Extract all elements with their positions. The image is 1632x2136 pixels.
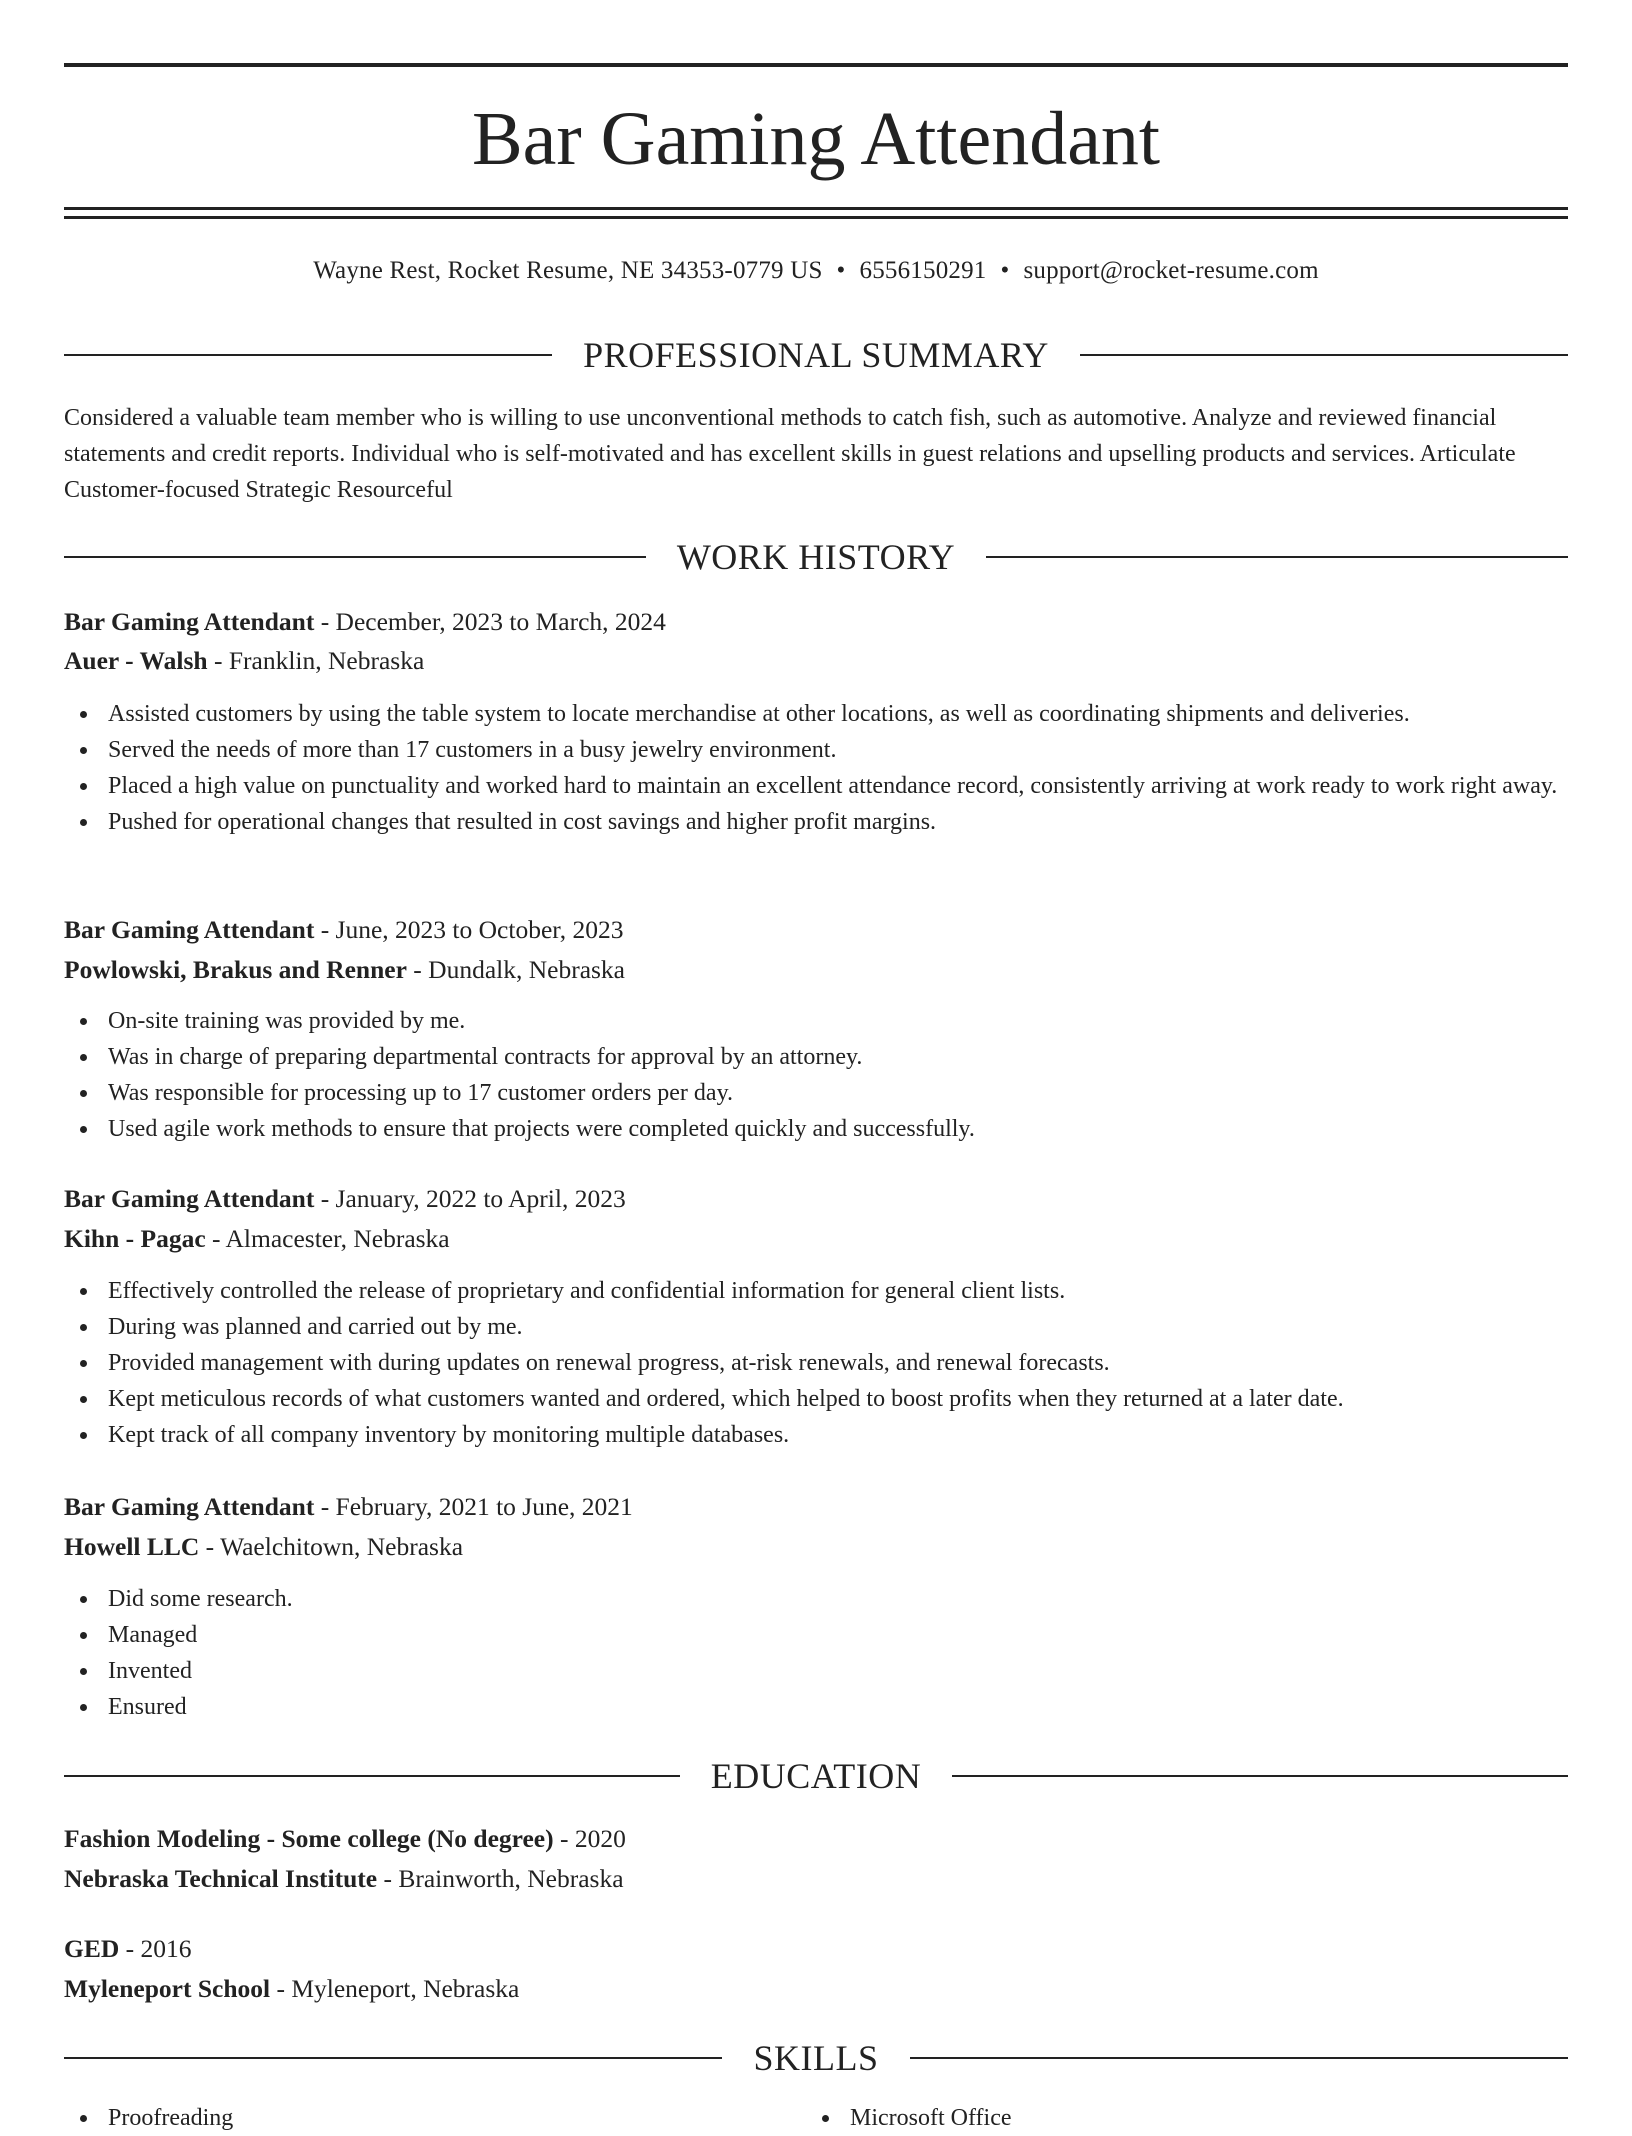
contact-address: Wayne Rest, Rocket Resume, NE 34353-0779 US <box>313 257 823 284</box>
title-double-rule-top <box>64 207 1568 210</box>
job-bullets <box>64 1003 1574 1147</box>
job-location: - Waelchitown, Nebraska <box>199 1532 464 1561</box>
education-school: Myleneport School <box>64 1974 271 2003</box>
job-company: Powlowski, Brakus and Renner <box>64 955 407 984</box>
skill-item: Proofreading <box>64 2100 233 2136</box>
job-company: Auer - Walsh <box>64 646 208 675</box>
education-year: - 2020 <box>553 1824 626 1853</box>
job-dates: - June, 2023 to October, 2023 <box>314 915 624 944</box>
list-item: Placed a high value on punctuality and worked hard to maintain an excellent attendance record, consistently arriving at work ready to work right away. <box>64 768 1574 804</box>
section-title: PROFESSIONAL SUMMARY <box>565 335 1067 375</box>
education-degree-line <box>64 1821 1568 1857</box>
education-location: - Brainworth, Nebraska <box>377 1864 624 1893</box>
list-item: Was in charge of preparing departmental contracts for approval by an attorney. <box>64 1039 1574 1075</box>
list-item: Did some research. <box>64 1581 1574 1617</box>
list-item: Was responsible for processing up to 17 customer orders per day. <box>64 1075 1574 1111</box>
job-title: Bar Gaming Attendant <box>64 1184 315 1213</box>
job-bullets <box>64 1581 1574 1725</box>
list-item: Provided management with during updates on renewal progress, at-risk renewals, and renewal forecasts. <box>64 1345 1574 1381</box>
education-year: - 2016 <box>119 1934 192 1963</box>
job-bullets <box>64 1273 1574 1453</box>
job-location: - Franklin, Nebraska <box>207 646 425 675</box>
job-location: - Almacester, Nebraska <box>205 1224 450 1253</box>
list-item: On-site training was provided by me. <box>64 1003 1574 1039</box>
job-company: Kihn - Pagac <box>64 1224 206 1253</box>
education-location: - Myleneport, Nebraska <box>270 1974 520 2003</box>
job-location: - Dundalk, Nebraska <box>406 955 626 984</box>
list-item: Served the needs of more than 17 customers in a busy jewelry environment. <box>64 732 1574 768</box>
job-dates: - January, 2022 to April, 2023 <box>314 1184 626 1213</box>
resume-title: Bar Gaming Attendant <box>471 97 1161 181</box>
contact-separator: • <box>1000 257 1010 284</box>
contact-phone: 6556150291 <box>859 257 987 284</box>
job-title-line <box>64 604 1568 640</box>
list-item: Invented <box>64 1653 1574 1689</box>
job-title-line <box>64 1181 1568 1217</box>
skill-item: Microsoft Office <box>806 2100 1012 2136</box>
education-school-line <box>64 1861 1568 1897</box>
job-title-line <box>64 1489 1568 1525</box>
contact-separator: • <box>836 257 846 284</box>
list-item: Ensured <box>64 1689 1574 1725</box>
job-company: Howell LLC <box>64 1532 200 1561</box>
job-title-line <box>64 912 1568 948</box>
section-title: WORK HISTORY <box>659 537 973 577</box>
title-double-rule-bottom <box>64 216 1568 219</box>
job-bullets <box>64 696 1574 840</box>
list-item: Used agile work methods to ensure that projects were completed quickly and successfully. <box>64 1111 1574 1147</box>
list-item: Managed <box>64 1617 1574 1653</box>
list-item: Kept track of all company inventory by monitoring multiple databases. <box>64 1417 1574 1453</box>
section-heading-education <box>64 1756 1568 1796</box>
section-heading-summary <box>64 335 1568 375</box>
job-dates: - December, 2023 to March, 2024 <box>314 607 666 636</box>
list-item: Pushed for operational changes that resulted in cost savings and higher profit margins. <box>64 804 1574 840</box>
contact-email: support@rocket-resume.com <box>1023 257 1319 284</box>
summary-paragraph: Considered a valuable team member who is willing to use unconventional methods to catch fish, such as automotive. Analyze and reviewed financial statements and credit reports. Individual who is self-motivated and has excellent skills in guest relations and upselling products and services. Articulate Customer-focused Strategic Resourceful <box>64 405 1516 503</box>
job-title: Bar Gaming Attendant <box>64 607 315 636</box>
section-heading-skills <box>64 2038 1568 2078</box>
job-company-line <box>64 1221 1568 1257</box>
job-company-line <box>64 952 1568 988</box>
section-title: EDUCATION <box>693 1756 939 1796</box>
list-item: Effectively controlled the release of proprietary and confidential information for general client lists. <box>64 1273 1574 1309</box>
top-rule <box>64 63 1568 67</box>
section-heading-work-history <box>64 537 1568 577</box>
list-item: During was planned and carried out by me. <box>64 1309 1574 1345</box>
education-school-line <box>64 1971 1568 2007</box>
education-degree: Fashion Modeling - Some college (No degree) <box>64 1824 554 1853</box>
education-degree-line <box>64 1931 1568 1967</box>
education-degree: GED <box>64 1934 120 1963</box>
section-title: SKILLS <box>735 2038 896 2078</box>
job-dates: - February, 2021 to June, 2021 <box>314 1492 633 1521</box>
job-title: Bar Gaming Attendant <box>64 1492 315 1521</box>
education-school: Nebraska Technical Institute <box>64 1864 378 1893</box>
job-company-line <box>64 1529 1568 1565</box>
job-company-line <box>64 643 1568 679</box>
job-title: Bar Gaming Attendant <box>64 915 315 944</box>
list-item: Kept meticulous records of what customers wanted and ordered, which helped to boost profits when they returned at a later date. <box>64 1381 1574 1417</box>
list-item: Assisted customers by using the table system to locate merchandise at other locations, as well as coordinating shipments and deliveries. <box>64 696 1574 732</box>
contact-line <box>0 254 1632 288</box>
